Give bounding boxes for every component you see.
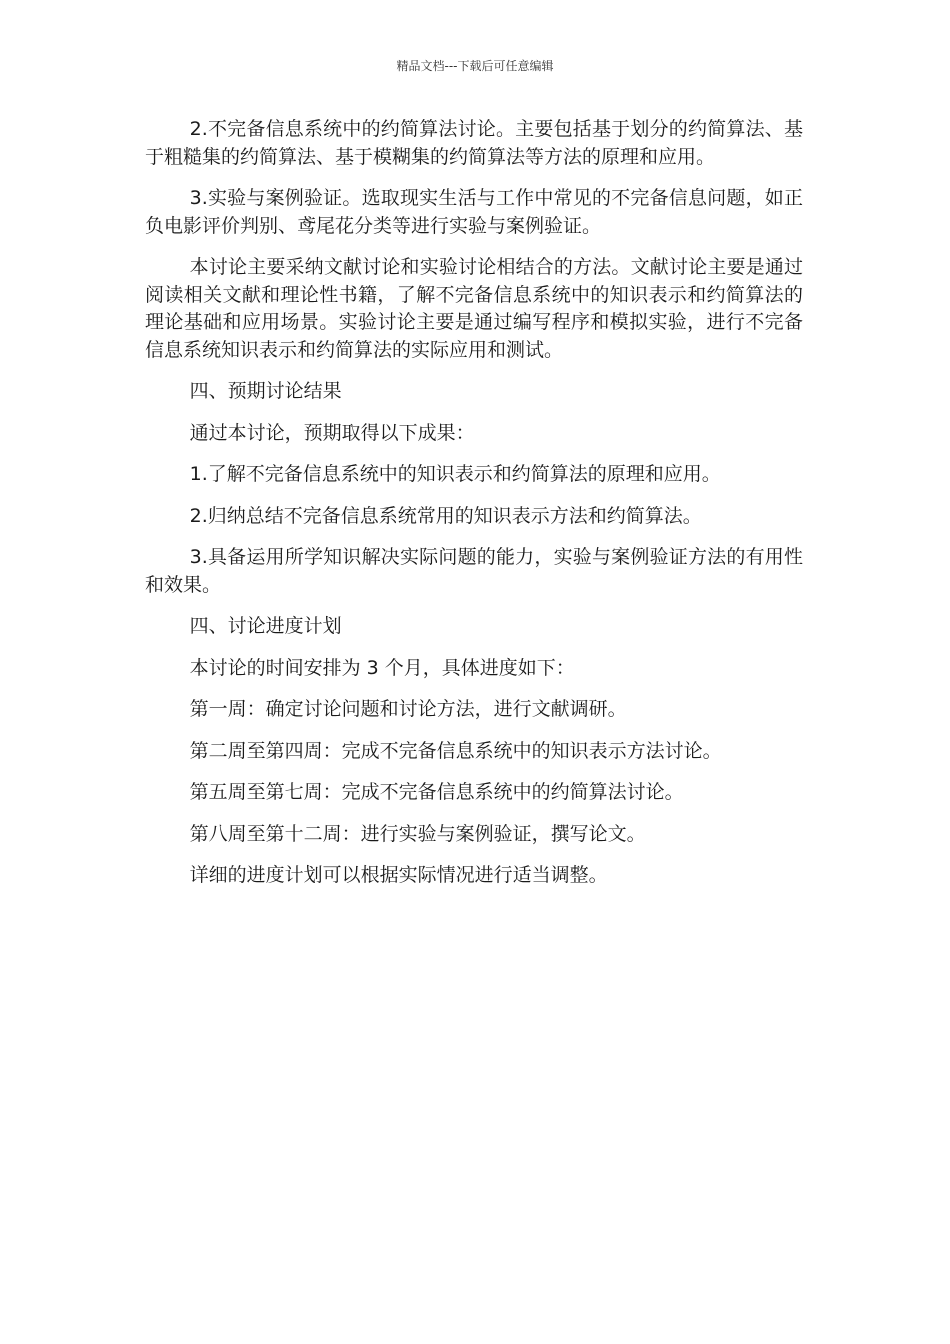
paragraph-experiment-validation: 3.实验与案例验证。选取现实生活与工作中常见的不完备信息问题，如正负电影评价判别、鸢尾花分类等进行实验与案例验证。 <box>145 187 803 237</box>
section-heading-schedule: 四、讨论进度计划 <box>189 615 342 637</box>
list-item-result-2: 2.归纳总结不完备信息系统常用的知识表示方法和约简算法。 <box>189 504 702 527</box>
paragraph-schedule-intro: 本讨论的时间安排为 3 个月，具体进度如下： <box>189 656 575 679</box>
section-heading-expected-results: 四、预期讨论结果 <box>189 380 342 402</box>
list-item-result-3: 3.具备运用所学知识解决实际问题的能力，实验与案例验证方法的有用性和效果。 <box>145 546 803 596</box>
document-body <box>145 116 803 904</box>
paragraph-schedule-note: 详细的进度计划可以根据实际情况进行适当调整。 <box>189 864 608 886</box>
schedule-item-week-5-7: 第五周至第七周：完成不完备信息系统中的约简算法讨论。 <box>189 781 684 803</box>
list-item-result-1: 1.了解不完备信息系统中的知识表示和约简算法的原理和应用。 <box>189 463 721 485</box>
schedule-item-week-1: 第一周：确定讨论问题和讨论方法，进行文献调研。 <box>189 698 627 720</box>
schedule-item-week-8-12: 第八周至第十二周：进行实验与案例验证，撰写论文。 <box>189 822 646 845</box>
paragraph-research-method: 本讨论主要采纳文献讨论和实验讨论相结合的方法。文献讨论主要是通过阅读相关文献和理论性书籍，了解不完备信息系统中的知识表示和约简算法的理论基础和应用场景。实验讨论主要是通过编写程序和模拟实验，进行不完备信息系统知识表示和约简算法的实际应用和测试。 <box>145 256 803 361</box>
page-header: 精品文档---下载后可任意编辑 <box>396 59 554 73</box>
paragraph-reduction-algorithms: 2.不完备信息系统中的约简算法讨论。主要包括基于划分的约简算法、基于粗糙集的约简算法、基于模糊集的约简算法等方法的原理和应用。 <box>145 118 803 168</box>
paragraph-expected-intro: 通过本讨论，预期取得以下成果： <box>189 421 475 444</box>
schedule-item-week-2-4: 第二周至第四周：完成不完备信息系统中的知识表示方法讨论。 <box>189 739 722 762</box>
